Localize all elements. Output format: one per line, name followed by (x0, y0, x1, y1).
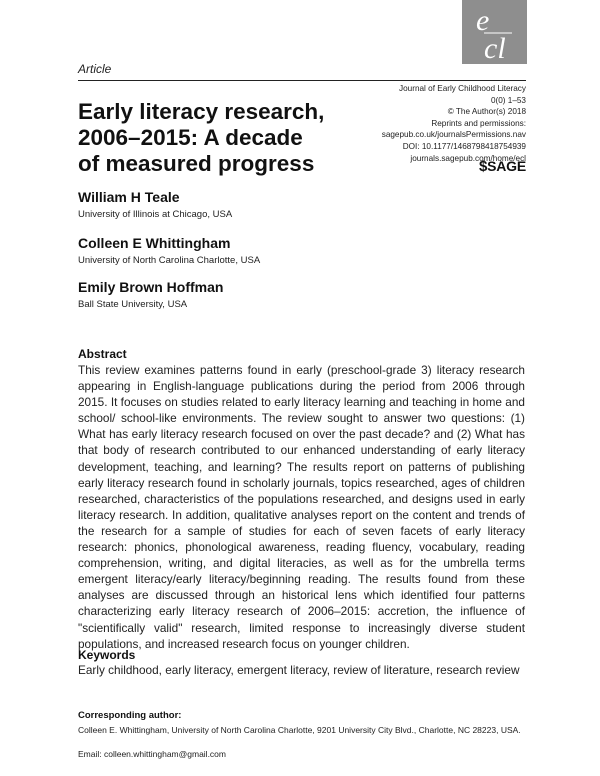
title-line-3: of measured progress (78, 151, 315, 176)
journal-name: Journal of Early Childhood Literacy (399, 84, 526, 93)
abstract-body: This review examines patterns found in early (preschool-grade 3) literacy research appearing in English-language publications during the period from 2006 through 2015. It focuses on studies related to early literacy learning and teaching in home and school/ school-like environments. The review sought to answer two questions: (1) What has early literacy research focused on over the past decade? and (2) What has that body of research contributed to our enhanced understanding of early literacy development, teaching, and learning? The results report on patterns of publishing early literacy research found in scholarly journals, topics researched, ages of children researched, characteristics of the populations researched, and designs used in early literacy research. In addition, qualitative analyses report on the content and trends of the research for a sample of studies for each of seven facets of early literacy research: phonics, phonological awareness, reading fluency, vocabulary, reading comprehension, writing, and digital literacies, as well as for the umbrella terms emergent literacy/early literacy/beginning reading. The results found from these analyses are discussed through an historical lens which identified four patterns characterizing early literacy research of 2006–2015: accretion, the influence of "scientifically valid" research, limited response to increasingly diverse student populations, and increased research focus on younger children. (78, 363, 525, 651)
journal-logo (462, 0, 527, 64)
ecl-logo-icon (462, 0, 527, 64)
publisher-name: SAGE (487, 158, 526, 174)
permissions-link[interactable]: sagepub.co.uk/journalsPermissions.nav (381, 130, 526, 140)
keywords-heading: Keywords (78, 648, 136, 662)
author-name: Colleen E Whittingham (78, 235, 231, 251)
header-divider (78, 80, 526, 81)
author-name: Emily Brown Hoffman (78, 279, 224, 295)
title-line-1: Early literacy research, (78, 99, 325, 124)
logo-text-top: e (476, 4, 490, 37)
keywords-list: Early childhood, early literacy, emergent literacy, review of literature, research review (78, 663, 520, 677)
title-line-2: 2006–2015: A decade (78, 125, 303, 150)
author-affiliation: University of Illinois at Chicago, USA (78, 209, 233, 220)
journal-url[interactable]: journals.sagepub.com/home/ecl (410, 153, 526, 163)
corresponding-author-address: Colleen E. Whittingham, University of North Carolina Charlotte, 9201 University City Blvd., Charlotte, NC 28223, USA. (78, 725, 521, 735)
author-affiliation: Ball State University, USA (78, 299, 188, 310)
sage-s-icon: $ (478, 158, 488, 175)
logo-text-bottom: cl (484, 32, 506, 64)
corresponding-author-heading: Corresponding author: (78, 710, 182, 721)
copyright: © The Author(s) 2018 (447, 107, 526, 117)
publisher-logo (479, 158, 526, 175)
author-affiliation: University of North Carolina Charlotte, USA (78, 255, 261, 266)
article-title (78, 99, 378, 177)
reprints-label: Reprints and permissions: (431, 118, 526, 128)
article-type-label: Article (78, 62, 112, 76)
author-name: William H Teale (78, 189, 180, 205)
journal-volume: 0(0) 1–53 (490, 95, 526, 105)
doi[interactable]: DOI: 10.1177/1468798418754939 (402, 141, 526, 151)
corresponding-author-email[interactable]: Email: colleen.whittingham@gmail.com (78, 749, 226, 759)
abstract-heading: Abstract (78, 347, 127, 361)
